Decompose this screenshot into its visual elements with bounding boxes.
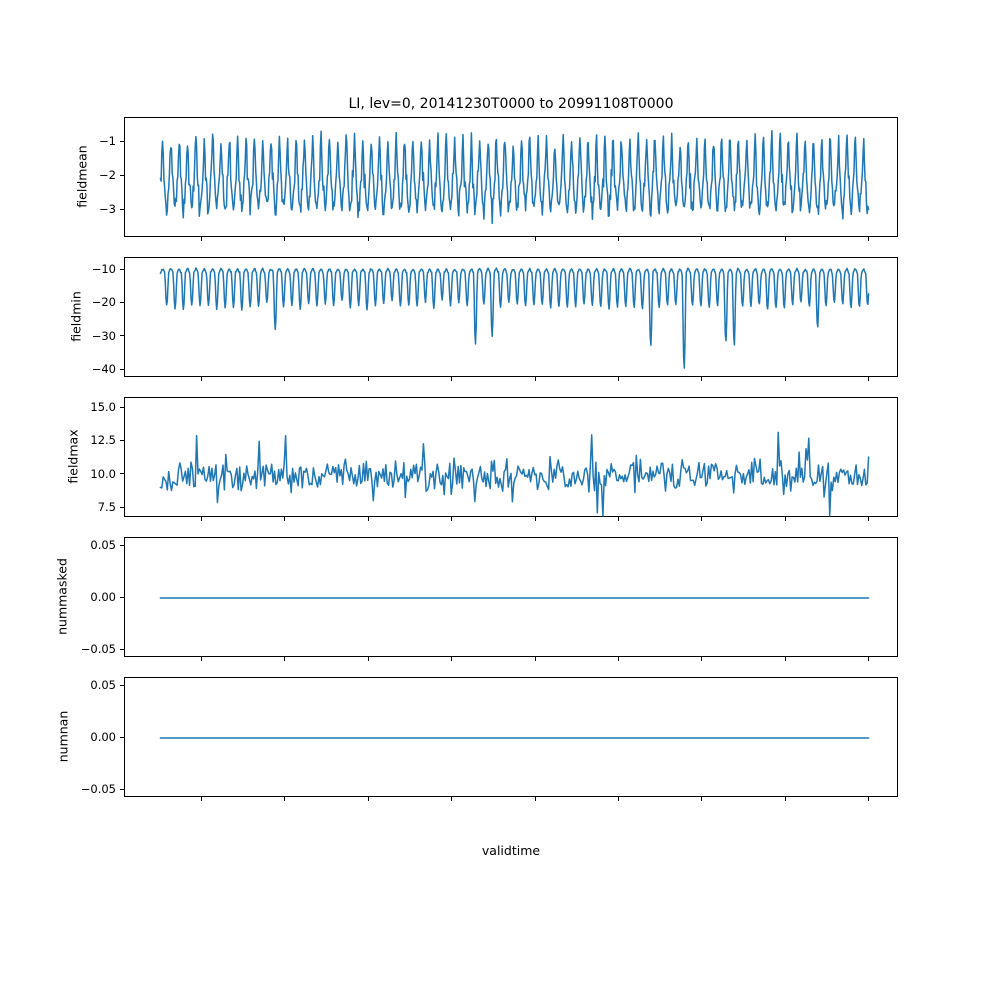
y-axis-label: fieldmin	[68, 291, 84, 342]
y-tick-mark	[120, 175, 124, 176]
y-tick-mark	[120, 597, 124, 598]
y-tick-mark	[120, 440, 124, 441]
x-axis-label: validtime	[481, 843, 541, 858]
x-tick-mark	[451, 517, 452, 521]
x-tick-mark	[868, 517, 869, 521]
plot-line	[125, 538, 899, 658]
y-tick-label: −2	[99, 168, 116, 183]
x-tick-mark	[201, 797, 202, 801]
y-axis-label: nummasked	[54, 558, 70, 635]
x-tick-mark	[535, 517, 536, 521]
x-tick-mark	[284, 237, 285, 241]
x-tick-mark	[451, 237, 452, 241]
y-tick-mark	[120, 507, 124, 508]
chart-title: LI, lev=0, 20141230T0000 to 20991108T0000	[348, 96, 674, 112]
y-tick-mark	[120, 302, 124, 303]
y-tick-label: 0.05	[90, 678, 116, 692]
plot-line	[125, 678, 899, 798]
x-tick-mark	[785, 517, 786, 521]
x-tick-mark	[451, 657, 452, 661]
x-tick-mark	[284, 377, 285, 381]
y-tick-label: 0.05	[90, 538, 116, 552]
y-tick-mark	[120, 141, 124, 142]
x-tick-mark	[201, 657, 202, 661]
y-tick-mark	[120, 473, 124, 474]
x-tick-mark	[701, 797, 702, 801]
x-tick-mark	[868, 657, 869, 661]
y-tick-label: 12.5	[90, 433, 116, 448]
y-tick-label: −10	[91, 262, 116, 276]
x-tick-mark	[368, 377, 369, 381]
y-tick-label: 0.00	[90, 590, 116, 604]
y-tick-label: 15.0	[90, 400, 116, 414]
y-tick-label: −0.05	[80, 642, 116, 656]
x-tick-mark	[535, 237, 536, 241]
x-tick-mark	[535, 657, 536, 661]
x-tick-mark	[868, 797, 869, 801]
plot-line	[125, 258, 899, 378]
x-tick-mark	[618, 657, 619, 661]
x-tick-mark	[201, 237, 202, 241]
y-tick-label: −3	[99, 202, 116, 217]
y-tick-mark	[120, 737, 124, 738]
plot-line	[125, 118, 899, 238]
y-tick-label: 0.00	[90, 730, 116, 744]
x-tick-mark	[451, 377, 452, 381]
y-tick-label: 7.5	[97, 500, 116, 514]
x-tick-mark	[785, 377, 786, 381]
x-tick-mark	[701, 657, 702, 661]
x-tick-mark	[785, 797, 786, 801]
y-axis-label: fieldmean	[74, 145, 90, 208]
y-tick-mark	[120, 545, 124, 546]
x-tick-mark	[368, 517, 369, 521]
subplot-panel	[124, 117, 898, 237]
y-tick-mark	[120, 685, 124, 686]
y-tick-mark	[120, 335, 124, 336]
x-tick-mark	[868, 237, 869, 241]
y-tick-label: 10.0	[90, 466, 116, 481]
y-tick-mark	[120, 209, 124, 210]
x-tick-mark	[368, 797, 369, 801]
y-tick-label: −20	[91, 295, 116, 310]
y-tick-label: −0.05	[80, 782, 116, 796]
x-tick-mark	[451, 797, 452, 801]
x-tick-mark	[368, 237, 369, 241]
y-tick-mark	[120, 649, 124, 650]
y-tick-label: −1	[99, 134, 116, 149]
x-tick-mark	[201, 377, 202, 381]
x-tick-mark	[618, 517, 619, 521]
x-tick-mark	[785, 237, 786, 241]
x-tick-mark	[701, 377, 702, 381]
x-tick-mark	[535, 377, 536, 381]
subplot-panel	[124, 397, 898, 517]
plot-line	[125, 398, 899, 518]
y-tick-label: −30	[91, 328, 116, 343]
x-tick-mark	[785, 657, 786, 661]
x-tick-mark	[284, 657, 285, 661]
y-axis-label: fieldmax	[65, 429, 81, 484]
x-tick-mark	[201, 517, 202, 521]
y-tick-mark	[120, 789, 124, 790]
y-tick-label: −40	[91, 362, 116, 376]
x-tick-mark	[618, 797, 619, 801]
y-axis-label: numnan	[55, 710, 71, 763]
x-tick-mark	[701, 237, 702, 241]
x-tick-mark	[284, 517, 285, 521]
x-tick-mark	[618, 237, 619, 241]
subplot-panel	[124, 257, 898, 377]
subplot-panel	[124, 537, 898, 657]
x-tick-mark	[618, 377, 619, 381]
subplot-panel	[124, 677, 898, 797]
x-tick-mark	[368, 657, 369, 661]
x-tick-mark	[701, 517, 702, 521]
y-tick-mark	[120, 407, 124, 408]
y-tick-mark	[120, 269, 124, 270]
x-tick-mark	[535, 797, 536, 801]
y-tick-mark	[120, 369, 124, 370]
x-tick-mark	[284, 797, 285, 801]
x-tick-mark	[868, 377, 869, 381]
